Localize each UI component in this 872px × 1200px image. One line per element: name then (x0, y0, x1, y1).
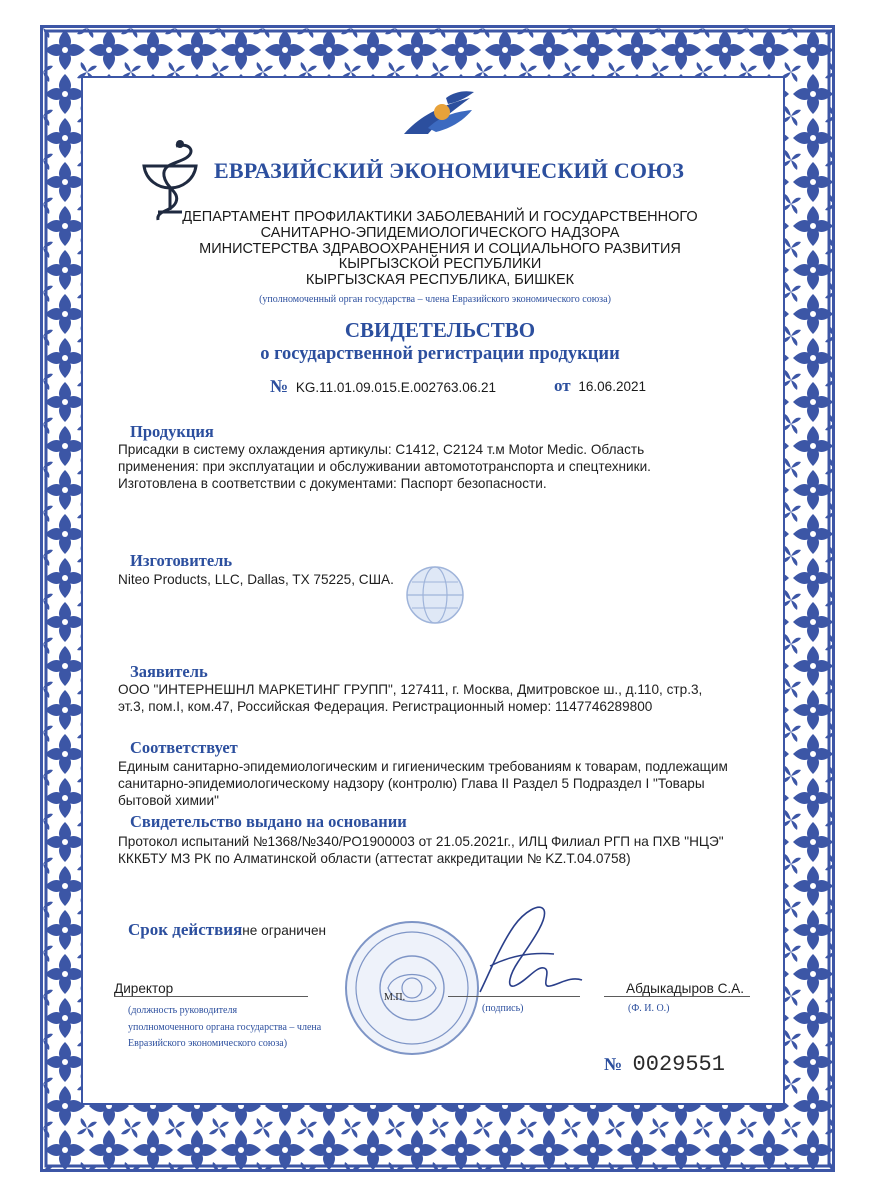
director-position: Директор (114, 981, 174, 996)
conformity-line: санитарно-эпидемиологическому надзору (контролю) Глава II Раздел 5 Подраздел I "Товары (118, 776, 705, 791)
eaeu-emblem-icon (398, 88, 480, 138)
union-title: ЕВРАЗИЙСКИЙ ЭКОНОМИЧЕСКИЙ СОЮЗ (214, 158, 685, 183)
applicant-line: эт.3, пом.I, ком.47, Российская Федерация. Регистрационный номер: 1147746289800 (118, 699, 653, 714)
position-note (128, 1003, 321, 1053)
conformity-heading: Соответствует (130, 738, 238, 757)
department-block (160, 210, 720, 289)
hologram-globe-icon (404, 564, 466, 626)
position-note-line: уполномоченного органа государства – члена (128, 1021, 322, 1033)
applicant-line: ООО "ИНТЕРНЕШНЛ МАРКЕТИНГ ГРУПП", 127411, г. Москва, Дмитровское ш., д.110, стр.3, (118, 682, 703, 697)
product-text (118, 441, 758, 492)
number-sign: № (270, 376, 289, 396)
conformity-text (118, 758, 768, 809)
product-line: Присадки в систему охлаждения артикулы: С1412, С2124 т.м Motor Medic. Область (118, 442, 645, 457)
form-number-sign: № (604, 1054, 623, 1074)
date-row (554, 376, 646, 396)
validity-row (128, 920, 326, 940)
manufacturer-heading: Изготовитель (130, 551, 233, 570)
document-subtitle: о государственной регистрации продукции (260, 344, 620, 364)
position-note-line: (должность руководителя (128, 1005, 238, 1016)
basis-text (118, 833, 768, 867)
validity-value: не ограничен (242, 923, 327, 938)
conformity-line: Единым санитарно-эпидемиологическим и гигиеническим требованиям к товарам, подлежащим (118, 759, 728, 774)
form-number: 0029551 (632, 1052, 725, 1077)
date-label: от (554, 376, 571, 395)
applicant-text (118, 681, 768, 715)
conformity-line: бытовой химии" (118, 793, 219, 808)
registration-number-row (270, 376, 496, 397)
handwritten-signature (470, 896, 590, 1006)
basis-heading: Свидетельство выдано на основании (130, 812, 407, 831)
document-title: СВИДЕТЕЛЬСТВО (344, 318, 536, 342)
department-line: КЫРГЫЗСКОЙ РЕСПУБЛИКИ (338, 256, 542, 273)
form-number-row (604, 1052, 725, 1077)
product-line: Изготовлена в соответствии с документами: Паспорт безопасности. (118, 476, 547, 491)
basis-line: Протокол испытаний №1368/№340/РО1900003 от 21.05.2021г., ИЛЦ Филиал РГП на ПХВ "НЦЭ" (118, 834, 724, 849)
position-underline (114, 996, 308, 997)
product-heading: Продукция (130, 422, 214, 441)
official-stamp (342, 918, 482, 1058)
authority-note: (уполномоченный орган государства – члена Евразийского экономического союза) (259, 294, 611, 305)
validity-label: Срок действия (128, 920, 243, 939)
department-line: САНИТАРНО-ЭПИДЕМИОЛОГИЧЕСКОГО НАДЗОРА (260, 224, 620, 241)
signature-label: (подпись) (482, 1003, 524, 1014)
applicant-heading: Заявитель (130, 662, 208, 681)
name-note: (Ф. И. О.) (628, 1003, 670, 1014)
department-line: ДЕПАРТАМЕНТ ПРОФИЛАКТИКИ ЗАБОЛЕВАНИЙ И ГОСУДАРСТВЕННОГО (182, 209, 698, 225)
director-name: Абдыкадыров С.А. (626, 981, 745, 996)
position-note-line: Евразийского экономического союза) (128, 1038, 288, 1049)
stamp-label: М.П. (384, 992, 406, 1003)
basis-line: КККБТУ МЗ РК по Алматинской области (аттестат аккредитации № KZ.T.04.0758) (118, 851, 631, 866)
product-line: применения: при эксплуатации и обслуживании автомототранспорта и спецтехники. (118, 459, 651, 474)
manufacturer-line: Niteo Products, LLC, Dallas, TX 75225, США. (118, 572, 394, 587)
name-underline (604, 996, 750, 997)
department-line: МИНИСТЕРСТВА ЗДРАВООХРАНЕНИЯ И СОЦИАЛЬНОГО РАЗВИТИЯ (199, 240, 681, 257)
signature-underline (448, 996, 580, 997)
department-line: КЫРГЫЗСКАЯ РЕСПУБЛИКА, БИШКЕК (305, 272, 575, 289)
registration-number: KG.11.01.09.015.E.002763.06.21 (295, 380, 497, 395)
issue-date: 16.06.2021 (578, 379, 646, 394)
